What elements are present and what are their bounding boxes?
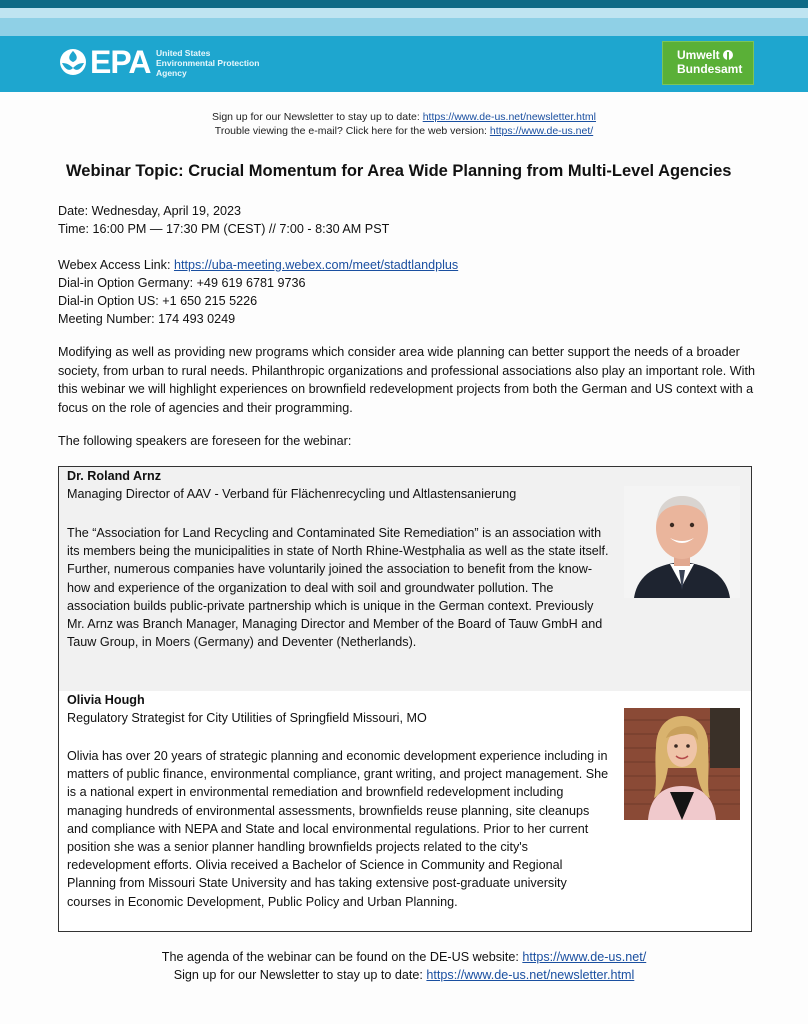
footer-newsletter-text: Sign up for our Newsletter to stay up to date: xyxy=(173,968,427,982)
epa-subtitle-line: Environmental Protection xyxy=(156,58,260,68)
epa-flower-icon xyxy=(58,47,88,77)
uba-logo[interactable] xyxy=(662,41,754,85)
speaker-name: Olivia Hough xyxy=(67,693,145,707)
speaker-photo-hough xyxy=(624,708,740,820)
speaker-role: Managing Director of AAV - Verband für Flächenrecycling und Altlastensanierung xyxy=(67,487,517,501)
header-stripe-light xyxy=(0,8,808,18)
footer-newsletter-note xyxy=(0,968,808,982)
dial-in-germany: Dial-in Option Germany: +49 619 6781 9736 xyxy=(58,276,306,290)
webinar-description: Modifying as well as providing new programs which consider area wide planning can better support the needs of a broader society, from urban to rural needs. Philanthropic organizations and professional associations also play an important role. With this webinar we will highlight experiences on brownfield redevelopment projects from both the German and US context with a focus on the role of agencies and their programming. xyxy=(58,345,755,415)
speakers-table xyxy=(58,466,752,932)
uba-logo-line: Umwelt xyxy=(677,48,720,62)
speaker-photo-arnz xyxy=(624,486,740,598)
agenda-link[interactable]: https://www.de-us.net/ xyxy=(522,950,647,964)
speaker-bio: The “Association for Land Recycling and Contaminated Site Remediation” is an association with its members being the municipalities in state of North Rhine-Westphalia as well as the state itself. Further, numerous companies have voluntarily joined the association to benefit from the know-how and experience of the organization to deal with soil and groundwater pollution. The association builds public-private partnership which is unique in the German context. Previously Mr. Arnz was Branch Manager, Managing Director and Member of the Board of Tauw GmbH and Tauw Group, in Moers (Germany) and Deventer (Netherlands). xyxy=(67,526,609,650)
uba-tree-icon xyxy=(723,50,733,60)
web-version-link[interactable]: https://www.de-us.net/ xyxy=(489,125,594,137)
webex-link[interactable]: https://uba-meeting.webex.com/meet/stadtlandplus xyxy=(173,258,459,272)
agenda-note xyxy=(0,950,808,964)
webex-label: Webex Access Link: xyxy=(58,258,174,272)
epa-subtitle-line: United States xyxy=(156,48,211,58)
epa-subtitle-line: Agency xyxy=(156,68,187,78)
epa-logo[interactable] xyxy=(58,44,150,80)
webinar-time: Time: 16:00 PM — 17:30 PM (CEST) // 7:00 - 8:30 AM PST xyxy=(58,222,390,236)
meeting-number xyxy=(58,310,235,328)
speakers-intro: The following speakers are foreseen for the webinar: xyxy=(58,434,352,448)
speaker-name: Dr. Roland Arnz xyxy=(67,469,161,483)
webinar-title: Webinar Topic: Crucial Momentum for Area Wide Planning from Multi-Level Agencies xyxy=(66,162,732,180)
newsletter-note xyxy=(0,111,808,123)
web-version-text: Trouble viewing the e-mail? Click here for the web version: xyxy=(214,125,490,137)
dial-in-us: Dial-in Option US: +1 650 215 5226 xyxy=(58,294,258,308)
newsletter-note-text: Sign up for our Newsletter to stay up to date: xyxy=(211,111,423,123)
meeting-number-label: Meeting Number: xyxy=(58,312,159,326)
speaker-card xyxy=(59,467,751,691)
newsletter-link[interactable]: https://www.de-us.net/newsletter.html xyxy=(422,111,597,123)
speaker-bio: Olivia has over 20 years of strategic planning and economic development experience including in matters of public finance, environmental compliance, grant writing, and project management. She is a national expert in environmental remediation and brownfield redevelopment including managing hundreds of environmental assessments, brownfields reuse planning, site cleanups and compliance with NEPA and State and local environmental regulations. Prior to her current position she was a senior planner handling brownfields projects related to the city's redevelopment efforts. Olivia received a Bachelor of Science in Community and Regional Planning from Missouri State University and has taking extensive post-graduate university courses in Economic Development, Public Policy and Urban Planning. xyxy=(67,749,609,909)
epa-subtitle xyxy=(156,48,259,78)
footer-newsletter-link[interactable]: https://www.de-us.net/newsletter.html xyxy=(426,968,635,982)
epa-wordmark: EPA xyxy=(90,44,151,80)
speaker-role: Regulatory Strategist for City Utilities of Springfield Missouri, MO xyxy=(67,711,427,725)
webinar-date: Date: Wednesday, April 19, 2023 xyxy=(58,204,241,218)
header-stripe-mid xyxy=(0,18,808,36)
header-banner xyxy=(0,0,808,92)
web-version-note xyxy=(0,125,808,137)
header-stripe-dark xyxy=(0,0,808,8)
uba-logo-line: Bundesamt xyxy=(677,62,743,76)
meeting-number-value: 174 493 0249 xyxy=(158,312,236,326)
webex-access xyxy=(58,256,458,274)
agenda-note-text: The agenda of the webinar can be found on the DE-US website: xyxy=(161,950,523,964)
